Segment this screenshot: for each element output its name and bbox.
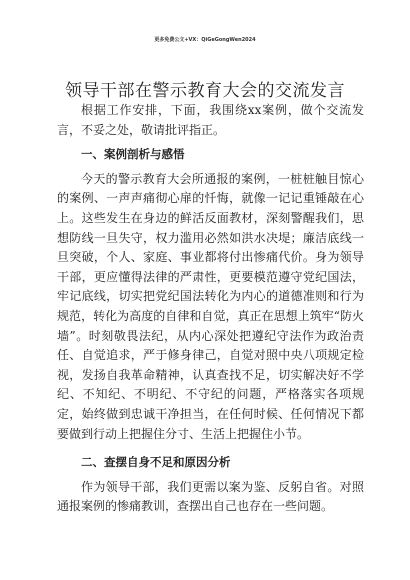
header-note: 更多免费公文+VX：QiGeGongWen2024 [154, 37, 256, 43]
document-body [57, 101, 364, 517]
section-heading-1: 一、案例剖析与感悟 [81, 147, 185, 162]
section-heading-2: 二、查摆自身不足和原因分析 [81, 455, 231, 470]
document-title: 领导干部在警示教育大会的交流发言 [65, 81, 345, 101]
section-paragraph-1: 今天的警示教育大会所通报的案例，一桩桩触目惊心的案例、一声声痛彻心扉的忏悔，就像一记记重锤敲在心上。这些发生在身边的鲜活反面教材，深刻警醒我们，思想防线一旦失守，权力滥用必然如洪水决堤；廉洁底线一旦突破，个人、家庭、事业都将付出惨痛代价。身为领导干部，更应懂得法律的严肃性，更要模范遵守党纪国法，牢记底线，切实把党纪国法转化为内心的道德准则和行为规范，转化为高度的自律和自觉，真正在思想上筑牢“防火墙”。时刻敬畏法纪，从内心深处把遵纪守法作为政治责任、自觉追求，严于修身律己，自觉对照中央八项规定检视，发扬自我革命精神，认真查找不足，切实解决好不学纪、不知纪、不明纪、不守纪的问题，严格落实各项规定，始终做到忠诚干净担当，在任何时候、任何情况下都要做到行动上把握住分寸、生活上把握住小节。 [57, 171, 364, 441]
intro-paragraph: 根据工作安排，下面，我围绕xx案例，做个交流发言，不妥之处，敬请批评指正。 [57, 103, 364, 137]
section-paragraph-2: 作为领导干部，我们更需以案为鉴、反躬自省。对照通报案例的惨痛教训，查摆出自己也存在一些问题。 [57, 479, 364, 514]
